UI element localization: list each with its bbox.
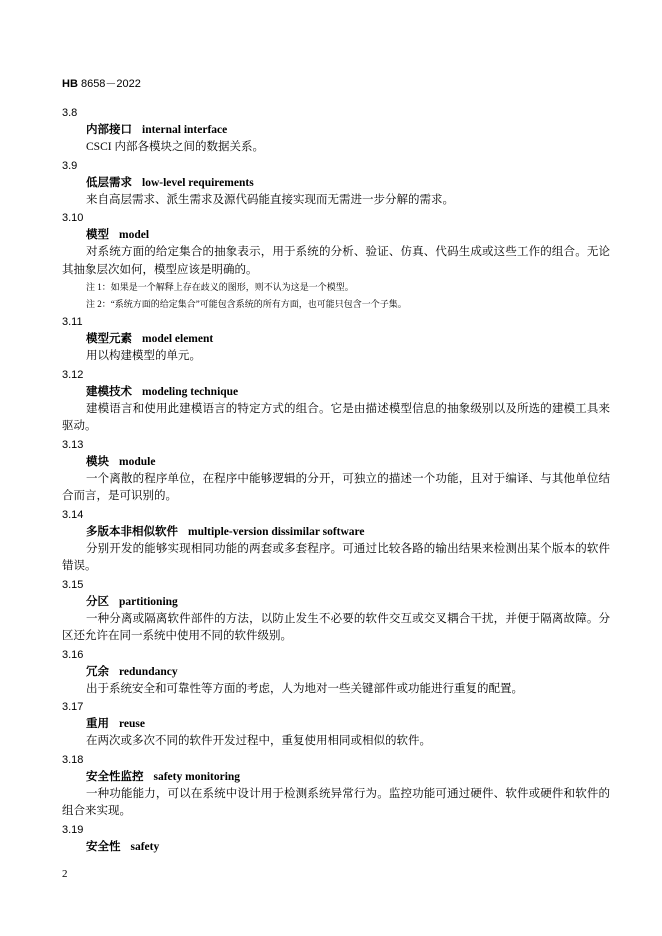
term-chinese: 安全性 [86, 840, 121, 853]
term-number: 3.11 [62, 316, 83, 328]
terms-content [62, 104, 610, 856]
term-heading [62, 524, 610, 541]
term-number: 3.10 [62, 212, 84, 224]
term-english: model [119, 229, 150, 241]
term-entry [62, 576, 610, 646]
term-chinese: 多版本非相似软件 [86, 525, 178, 538]
term-entry [62, 209, 610, 313]
term-definition: 在两次或多次不同的软件开发过程中，重复使用相同或相似的软件。 [86, 735, 431, 747]
term-chinese: 低层需求 [86, 176, 132, 189]
term-number: 3.17 [62, 701, 84, 713]
term-entry [62, 698, 610, 751]
term-entry [62, 436, 610, 506]
term-entry [62, 366, 610, 436]
term-heading [62, 227, 610, 244]
term-chinese: 建模技术 [86, 385, 132, 398]
term-heading [62, 769, 610, 786]
term-english: internal interface [142, 124, 228, 136]
term-note: 注 2：“系统方面的给定集合”可能包含系统的所有方面，也可能只包含一个子集。 [86, 299, 407, 309]
standard-code-header [62, 75, 141, 91]
term-chinese: 安全性监控 [86, 770, 144, 783]
term-heading [62, 716, 610, 733]
term-heading [62, 331, 610, 348]
term-english: multiple-version dissimilar software [188, 525, 365, 538]
term-definition: 一个离散的程序单位，在程序中能够逻辑的分开，可独立的描述一个功能，且对于编译、与其他单位结合而言，是可识别的。 [62, 472, 610, 502]
term-note: 注 1：如果是一个解释上存在歧义的图形，则不认为这是一个模型。 [86, 282, 354, 292]
term-heading [62, 664, 610, 681]
term-definition: 分别开发的能够实现相同功能的两套或多套程序。可通过比较各路的输出结果来检测出某个版本的软件错误。 [62, 542, 610, 572]
term-definition: 一种功能能力，可以在系统中设计用于检测系统异常行为。监控功能可通过硬件、软件或硬件和软件的组合来实现。 [62, 787, 610, 817]
term-entry [62, 646, 610, 699]
term-number: 3.18 [62, 753, 84, 766]
term-entry [62, 821, 610, 856]
term-number: 3.14 [62, 508, 84, 521]
page-number: 2 [62, 868, 68, 880]
term-entry [62, 104, 610, 157]
term-definition: 对系统方面的给定集合的抽象表示，用于系统的分析、验证、仿真、代码生成或这些工作的组合。无论其抽象层次如何，模型应该是明确的。 [62, 246, 610, 276]
term-english: low-level requirements [142, 176, 254, 189]
term-english: modeling technique [142, 385, 239, 398]
term-definition: 一种分离或隔离软件部件的方法，以防止发生不必要的软件交互或交叉耦合干扰，并便于隔离故障。分区还允许在同一系统中使用不同的软件级别。 [62, 612, 610, 642]
term-chinese: 内部接口 [86, 124, 132, 136]
term-definition: 用以构建模型的单元。 [86, 350, 201, 362]
term-entry [62, 751, 610, 821]
term-definition: CSCI 内部各模块之间的数据关系。 [86, 141, 264, 153]
term-english: model element [142, 333, 214, 345]
term-heading [62, 594, 610, 611]
term-heading [62, 384, 610, 401]
standard-code-number: 8658－2022 [80, 78, 141, 90]
term-heading [62, 454, 610, 471]
term-chinese: 模块 [86, 455, 109, 468]
term-heading [62, 122, 610, 139]
term-chinese: 冗余 [86, 665, 109, 678]
term-chinese: 重用 [86, 718, 109, 730]
standard-code-prefix: HB [62, 78, 78, 90]
term-english: module [119, 455, 156, 468]
term-heading [62, 839, 610, 856]
term-english: safety monitoring [153, 770, 241, 783]
term-definition: 来自高层需求、派生需求及源代码能直接实现而无需进一步分解的需求。 [86, 193, 454, 206]
term-entry [62, 506, 610, 576]
term-chinese: 模型元素 [86, 333, 132, 345]
term-english: redundancy [119, 665, 178, 678]
term-number: 3.9 [62, 159, 78, 172]
term-chinese: 模型 [86, 229, 109, 241]
term-entry [62, 157, 610, 210]
term-entry [62, 313, 610, 366]
term-definition: 出于系统安全和可靠性等方面的考虑，人为地对一些关键部件或功能进行重复的配置。 [86, 682, 523, 695]
term-english: reuse [119, 718, 145, 730]
term-english: partitioning [119, 595, 178, 608]
term-heading [62, 175, 610, 192]
term-number: 3.12 [62, 368, 84, 381]
term-chinese: 分区 [86, 595, 109, 608]
term-definition: 建模语言和使用此建模语言的特定方式的组合。它是由描述模型信息的抽象级别以及所选的建模工具来驱动。 [62, 402, 610, 432]
term-number: 3.13 [62, 438, 84, 451]
term-number: 3.8 [62, 107, 78, 119]
term-number: 3.15 [62, 578, 84, 591]
term-number: 3.19 [62, 823, 84, 836]
term-number: 3.16 [62, 648, 84, 661]
term-english: safety [130, 840, 160, 853]
